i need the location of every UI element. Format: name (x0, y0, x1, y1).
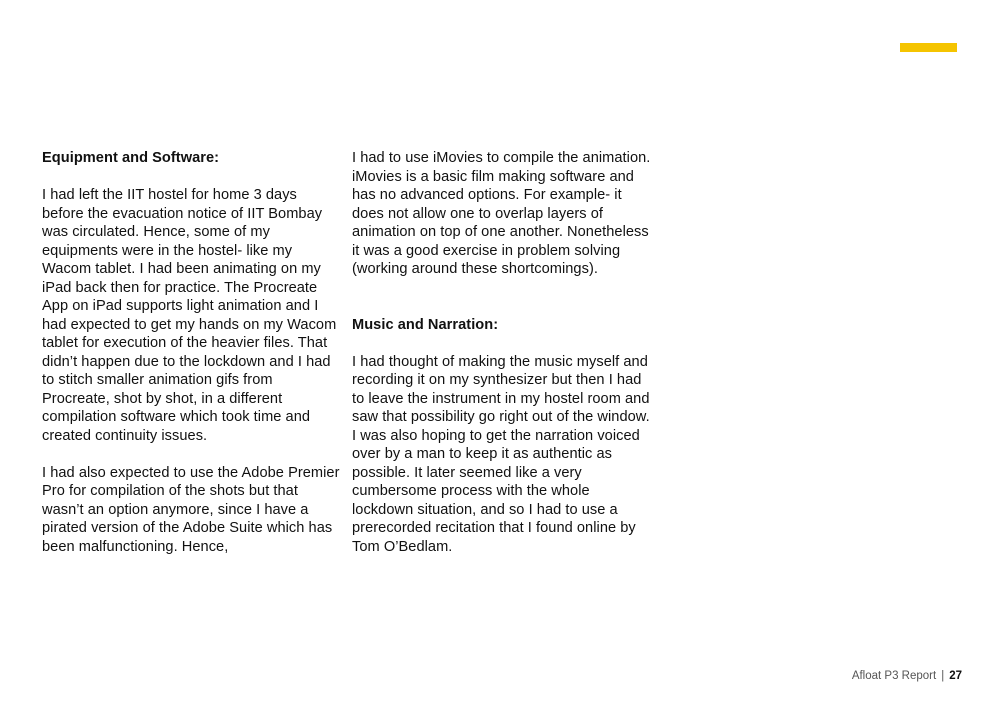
body-paragraph: I had left the IIT hostel for home 3 days before the evacuation notice of IIT Bombay was circulated. Hence, some of my equipments were in the hostel- like my Wacom tablet. I had been animating on my iPad back then for practice. The Procreate App on iPad supports light animation and I had expected to get my hands on my Wacom tablet for execution of the heavier files. That didn’t happen due to the lockdown and I had to stitch smaller animation gifs from Procreate, shot by shot, in a different compilation software which took time and created continuity issues. (42, 187, 337, 444)
spacer (352, 279, 652, 316)
accent-bar (900, 43, 957, 52)
page-number: 27 (949, 670, 962, 682)
body-paragraph: I had to use iMovies to compile the animation. iMovies is a basic film making software and has no advanced options. For example- it does not allow one to overlap layers of animation on top of one another. Nonetheless it was a good exercise in problem solving (working around these shortcomings). (352, 150, 651, 277)
body-paragraph: I had also expected to use the Adobe Premier Pro for compilation of the shots but that wasn’t an option anymore, since I have a pirated version of the Adobe Suite which has been malfunctioning. Hence, (42, 464, 340, 555)
body-paragraph: I had thought of making the music myself and recording it on my synthesizer but then I had to leave the instrument in my hostel room and saw that possibility go right out of the window. I was also hoping to get the narration voiced over by a man to keep it as authentic as possible. It later seemed like a very cumbersome process with the whole lockdown situation, and so I had to use a prerecorded recitation that I found online by Tom O’Bedlam. (352, 353, 650, 555)
spacer (352, 334, 652, 353)
footer-separator: | (941, 670, 945, 682)
right-column (352, 149, 652, 556)
report-title: Afloat P3 Report (851, 670, 937, 682)
left-column (42, 149, 342, 556)
section-heading-music: Music and Narration: (352, 316, 499, 333)
spacer (42, 168, 342, 187)
page-footer (852, 668, 962, 684)
section-heading-equipment: Equipment and Software: (42, 150, 220, 166)
spacer (42, 445, 342, 464)
